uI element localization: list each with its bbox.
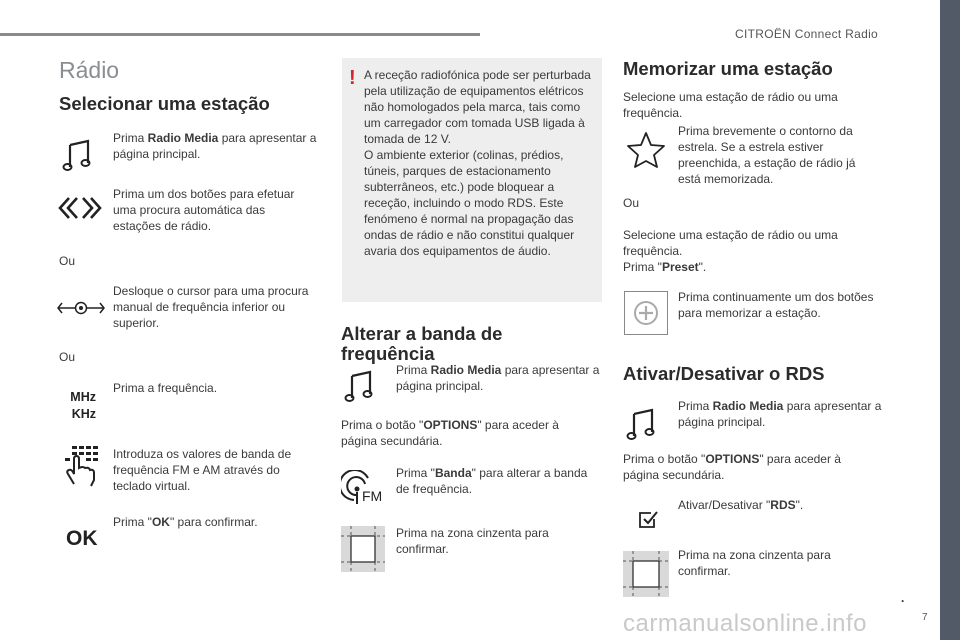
text-press-frequency: Prima a frequência. <box>113 381 218 395</box>
text-radio-media-3: Prima Radio Media para apresentar a página principal. <box>678 399 882 429</box>
radio-fm-icon <box>341 470 385 510</box>
text-grey-zone: Prima na zona cinzenta para confirmar. <box>396 526 549 556</box>
ok-icon: OK <box>66 527 98 550</box>
mhz-label: MHz <box>70 390 96 404</box>
text-grey-zone-2: Prima na zona cinzenta para confirmar. <box>678 548 831 578</box>
text-radio-media-2: Prima Radio Media para apresentar a página principal. <box>396 363 600 393</box>
text-auto-search: Prima um dos botões para efetuar uma procura automática das estações de rádio. <box>113 187 295 233</box>
text-manual-search: Desloque o cursor para uma procura manual de frequência inferior ou superior. <box>113 284 309 330</box>
header-rule <box>0 33 480 36</box>
music-note-icon <box>624 407 658 441</box>
page-dot: . <box>901 591 905 605</box>
heading-select-station: Selecionar uma estação <box>59 93 270 114</box>
text-ok-confirm: Prima "OK" para confirmar. <box>113 515 258 529</box>
text-radio-media: Prima Radio Media para apresentar a página principal. <box>113 131 317 161</box>
heading-change-band: Alterar a banda de frequência <box>341 323 503 364</box>
heading-rds: Ativar/Desativar o RDS <box>623 363 825 384</box>
text-options: Prima o botão "OPTIONS" para aceder à página secundária. <box>341 418 559 448</box>
text-options-2: Prima o botão "OPTIONS" para aceder à página secundária. <box>623 452 841 482</box>
fm-label: FM <box>362 488 383 504</box>
text-or-2: Ou <box>59 350 76 364</box>
warning-icon: ! <box>349 67 356 89</box>
text-virtual-keyboard: Introduza os valores de banda de frequência FM e AM através do teclado virtual. <box>113 447 292 493</box>
star-icon <box>624 128 668 172</box>
khz-label: KHz <box>71 407 96 421</box>
music-note-icon <box>60 138 94 172</box>
text-or-1: Ou <box>59 254 76 268</box>
plus-button-icon <box>624 291 668 335</box>
text-star: Prima brevemente o contorno da estrela. Se a estrela estiver preenchida, a estação de rádio já está memorizada. <box>678 124 856 186</box>
text-plus: Prima continuamente um dos botões para memorizar a estação. <box>678 290 874 320</box>
grey-zone-icon <box>341 526 385 572</box>
watermark: carmanualsonline.info <box>623 610 867 637</box>
heading-memorize: Memorizar uma estação <box>623 58 833 79</box>
text-band: Prima "Banda" para alterar a banda de frequência. <box>396 466 588 496</box>
text-or-3: Ou <box>623 196 640 210</box>
mhz-khz-icon <box>66 389 96 423</box>
tuning-slider-icon <box>56 296 106 320</box>
text-preset: Prima "Preset". <box>623 260 707 274</box>
page-number: 7 <box>922 612 928 623</box>
seek-chevrons-icon <box>56 194 104 222</box>
music-note-icon <box>342 369 376 403</box>
section-title: Rádio <box>59 57 120 83</box>
checkbox-icon <box>637 510 659 530</box>
text-rds-toggle: Ativar/Desativar "RDS". <box>678 498 804 512</box>
text-select-station-2: Selecione uma estação de rádio ou uma frequência. <box>623 228 838 258</box>
grey-zone-icon <box>623 551 669 597</box>
brand-header: CITROËN Connect Radio <box>735 27 879 41</box>
side-tab <box>940 0 960 640</box>
warning-text: A receção radiofónica pode ser perturbada pela utilização de equipamentos elétricos não homologados pela marca, tais como um carregador com tomada USB ligada à tomada de 12 V. O ambiente exterior (colinas, prédios, túneis, parques de estacionamento subterrâneos, etc.) pode bloquear a receção, incluindo o modo RDS. Este fenómeno é normal na propagação das ondas de rádio e não constitui qualquer avaria dos equipamentos de áudio. <box>364 68 591 258</box>
text-select-station: Selecione uma estação de rádio ou uma frequência. <box>623 90 838 120</box>
keypad-touch-icon <box>58 444 102 488</box>
